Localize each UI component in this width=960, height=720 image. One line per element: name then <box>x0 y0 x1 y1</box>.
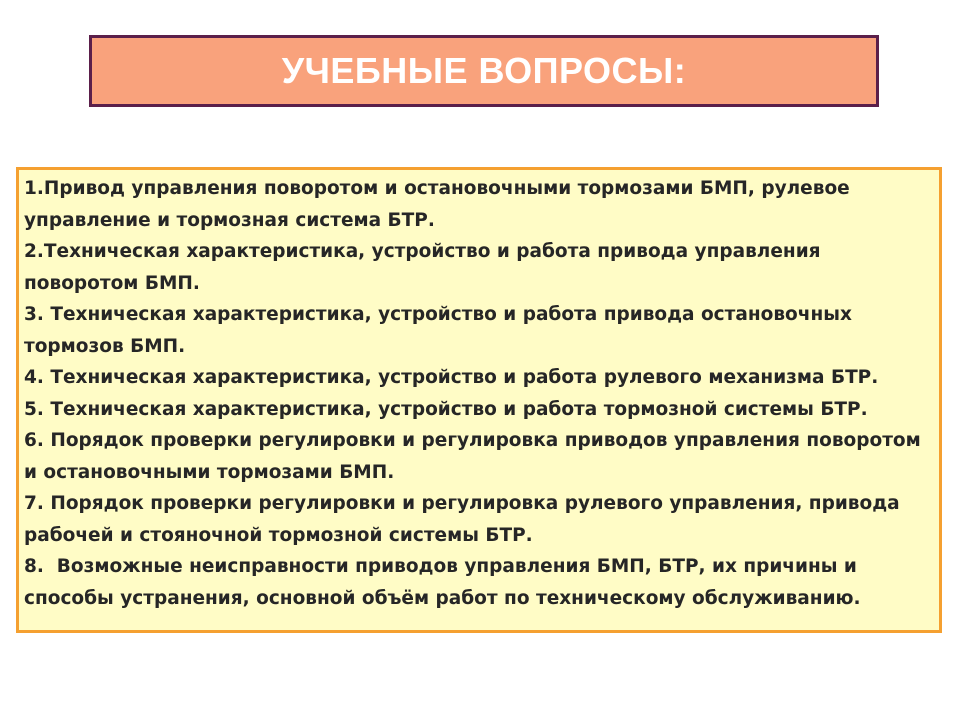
questions-list <box>24 173 940 614</box>
question-item-2: 2.Техническая характеристика, устройство и работа привода управления поворотом БМП. <box>24 241 827 294</box>
title-banner <box>89 35 879 107</box>
question-item-6: 6. Порядок проверки регулировки и регулировка приводов управления поворотом и остановочными тормозами БМП. <box>24 430 928 483</box>
question-item-4: 4. Техническая характеристика, устройство и работа рулевого механизма БТР. <box>24 367 879 388</box>
slide-title: УЧЕБНЫЕ ВОПРОСЫ: <box>281 50 687 91</box>
question-item-1: 1.Привод управления поворотом и остановочными тормозами БМП, рулевое управление и тормозная система БТР. <box>24 178 857 231</box>
question-item-7: 7. Порядок проверки регулировки и регулировка рулевого управления, привода рабочей и стояночной тормозной системы БТР. <box>24 493 907 546</box>
question-item-3: 3. Техническая характеристика, устройство и работа привода остановочных тормозов БМП. <box>24 304 859 357</box>
question-item-5: 5. Техническая характеристика, устройство и работа тормозной системы БТР. <box>24 398 868 420</box>
question-item-8: 8. Возможные неисправности приводов управления БМП, БТР, их причины и способы устранения, основной объём работ по техническому обслуживанию. <box>24 556 864 609</box>
